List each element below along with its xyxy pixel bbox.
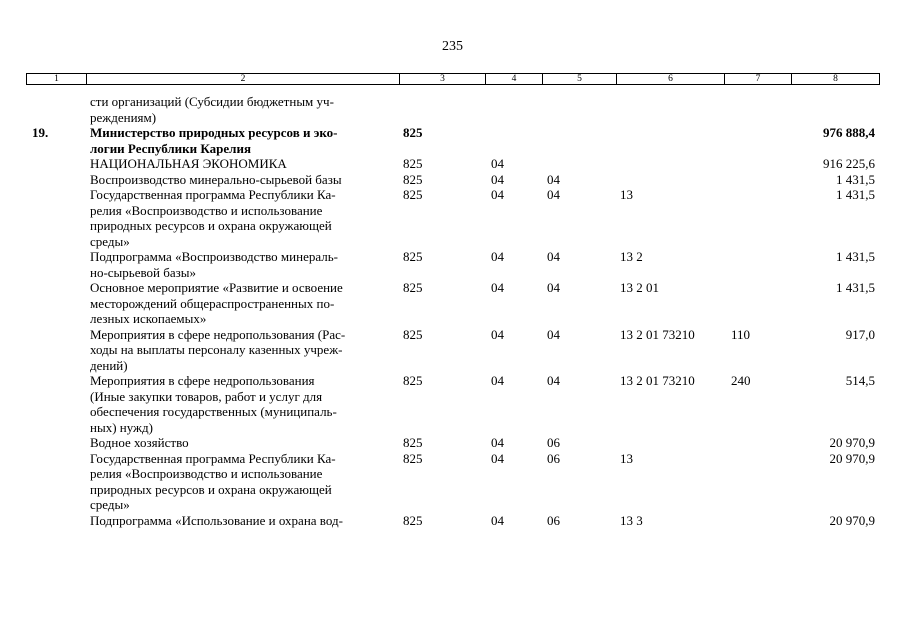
table-row bbox=[0, 451, 905, 513]
col-admin-code: 825 bbox=[403, 326, 423, 342]
col-admin-code: 825 bbox=[403, 249, 423, 264]
col-admin-code: 825 bbox=[403, 280, 423, 295]
row-name-line: но-сырьевой базы» bbox=[90, 264, 196, 280]
col-amount: 514,5 bbox=[845, 373, 875, 388]
col-admin-code: 825 bbox=[403, 171, 423, 187]
col-subsection: 04 bbox=[547, 373, 560, 388]
col-amount: 1 431,5 bbox=[836, 249, 875, 264]
row-name-line: Основное мероприятие «Развитие и освоение bbox=[90, 280, 343, 295]
row-name-line: обеспечения государственных (муниципаль- bbox=[90, 404, 337, 419]
table-row bbox=[0, 125, 905, 156]
col-amount: 917,0 bbox=[845, 326, 875, 342]
row-name-line: НАЦИОНАЛЬНАЯ ЭКОНОМИКА bbox=[90, 156, 287, 171]
table-body bbox=[0, 94, 905, 528]
col-amount: 1 431,5 bbox=[836, 187, 875, 202]
col-subsection: 06 bbox=[547, 450, 560, 466]
col-subsection: 06 bbox=[547, 435, 560, 450]
col-admin-code: 825 bbox=[403, 187, 423, 202]
row-name bbox=[90, 172, 390, 188]
row-name bbox=[90, 156, 390, 172]
row-name bbox=[90, 125, 390, 156]
col-section: 04 bbox=[491, 280, 504, 295]
col-section: 04 bbox=[491, 435, 504, 450]
col-amount: 1 431,5 bbox=[836, 280, 875, 295]
col-admin-code: 825 bbox=[403, 450, 423, 466]
row-name bbox=[90, 249, 390, 280]
header-col-8: 8 bbox=[791, 74, 879, 84]
col-target-article: 13 2 bbox=[620, 249, 643, 264]
col-admin-code: 825 bbox=[403, 156, 423, 171]
table-row bbox=[0, 373, 905, 435]
col-subsection: 04 bbox=[547, 171, 560, 187]
col-subsection: 04 bbox=[547, 187, 560, 202]
row-name bbox=[90, 373, 390, 435]
row-name-line: Министерство природных ресурсов и эко- bbox=[90, 125, 338, 140]
col-target-article: 13 2 01 73210 bbox=[620, 326, 695, 342]
col-target-article: 13 2 01 73210 bbox=[620, 373, 695, 388]
row-name-line: Водное хозяйство bbox=[90, 435, 189, 450]
col-amount: 1 431,5 bbox=[836, 171, 875, 187]
col-amount: 976 888,4 bbox=[823, 125, 875, 140]
col-section: 04 bbox=[491, 450, 504, 466]
table-row bbox=[0, 249, 905, 280]
col-section: 04 bbox=[491, 249, 504, 264]
row-name-line: релия «Воспроизводство и использование bbox=[90, 466, 323, 481]
row-name-line: Воспроизводство минерально-сырьевой базы bbox=[90, 171, 342, 187]
col-amount: 916 225,6 bbox=[823, 156, 875, 171]
table-row bbox=[0, 435, 905, 451]
col-section: 04 bbox=[491, 326, 504, 342]
row-name-line: логии Республики Карелия bbox=[90, 140, 251, 156]
header-col-6: 6 bbox=[616, 74, 724, 84]
col-expense-type: 110 bbox=[731, 326, 751, 342]
col-amount: 20 970,9 bbox=[829, 512, 875, 528]
col-subsection: 04 bbox=[547, 249, 560, 264]
col-admin-code: 825 bbox=[403, 512, 423, 528]
table-row bbox=[0, 187, 905, 249]
col-section: 04 bbox=[491, 373, 504, 388]
row-name-line: Подпрограмма «Воспроизводство минераль- bbox=[90, 249, 338, 264]
col-amount: 20 970,9 bbox=[829, 450, 875, 466]
row-name-line: Мероприятия в сфере недропользования bbox=[90, 373, 315, 388]
row-name-line: лезных ископаемых» bbox=[90, 311, 207, 326]
row-name-line: ных) нужд) bbox=[90, 419, 153, 435]
row-name-line: среды» bbox=[90, 233, 130, 249]
col-admin-code: 825 bbox=[403, 125, 423, 140]
row-name-line: сти организаций (Субсидии бюджетным уч- bbox=[90, 94, 334, 109]
header-col-1: 1 bbox=[54, 74, 59, 84]
header-col-2: 2 bbox=[86, 74, 399, 84]
row-name-line: Мероприятия в сфере недропользования (Рас- bbox=[90, 326, 346, 342]
table-row bbox=[0, 172, 905, 188]
col-section: 04 bbox=[491, 512, 504, 528]
row-name-line: (Иные закупки товаров, работ и услуг для bbox=[90, 388, 323, 404]
row-name-line: среды» bbox=[90, 497, 130, 512]
col-admin-code: 825 bbox=[403, 435, 423, 450]
page-number: 235 bbox=[442, 39, 463, 54]
table-row bbox=[0, 156, 905, 172]
row-name bbox=[90, 327, 390, 374]
table-row bbox=[0, 327, 905, 374]
table-row bbox=[0, 94, 905, 125]
header-col-7: 7 bbox=[724, 74, 791, 84]
col-target-article: 13 2 01 bbox=[620, 280, 659, 295]
table-row bbox=[0, 280, 905, 327]
col-section: 04 bbox=[491, 171, 504, 187]
col-target-article: 13 bbox=[620, 450, 633, 466]
row-name-line: Государственная программа Республики Ка- bbox=[90, 187, 336, 202]
col-target-article: 13 bbox=[620, 187, 633, 202]
col-subsection: 04 bbox=[547, 326, 560, 342]
row-name bbox=[90, 435, 390, 451]
col-subsection: 06 bbox=[547, 512, 560, 528]
row-name-line: природных ресурсов и охрана окружающей bbox=[90, 218, 332, 233]
row-name-line: релия «Воспроизводство и использование bbox=[90, 202, 323, 218]
col-section: 04 bbox=[491, 187, 504, 202]
row-number: 19. bbox=[32, 125, 49, 140]
row-name bbox=[90, 280, 390, 327]
table-header bbox=[26, 73, 880, 85]
row-name-line: дений) bbox=[90, 357, 128, 373]
col-admin-code: 825 bbox=[403, 373, 423, 388]
row-name-line: месторождений общераспространенных по- bbox=[90, 295, 335, 311]
row-name bbox=[90, 94, 390, 125]
col-target-article: 13 3 bbox=[620, 512, 643, 528]
row-name bbox=[90, 187, 390, 249]
col-expense-type: 240 bbox=[731, 373, 751, 388]
header-col-3: 3 bbox=[399, 74, 485, 84]
row-name-line: реждениям) bbox=[90, 109, 157, 125]
table-row bbox=[0, 513, 905, 529]
row-name-line: природных ресурсов и охрана окружающей bbox=[90, 481, 332, 497]
col-subsection: 04 bbox=[547, 280, 560, 295]
col-amount: 20 970,9 bbox=[829, 435, 875, 450]
row-name bbox=[90, 513, 390, 529]
row-name bbox=[90, 451, 390, 513]
header-col-4: 4 bbox=[485, 74, 542, 84]
header-col-5: 5 bbox=[542, 74, 616, 84]
col-section: 04 bbox=[491, 156, 504, 171]
row-name-line: ходы на выплаты персоналу казенных учреж- bbox=[90, 342, 343, 357]
row-name-line: Подпрограмма «Использование и охрана вод- bbox=[90, 512, 343, 528]
row-name-line: Государственная программа Республики Ка- bbox=[90, 450, 336, 466]
